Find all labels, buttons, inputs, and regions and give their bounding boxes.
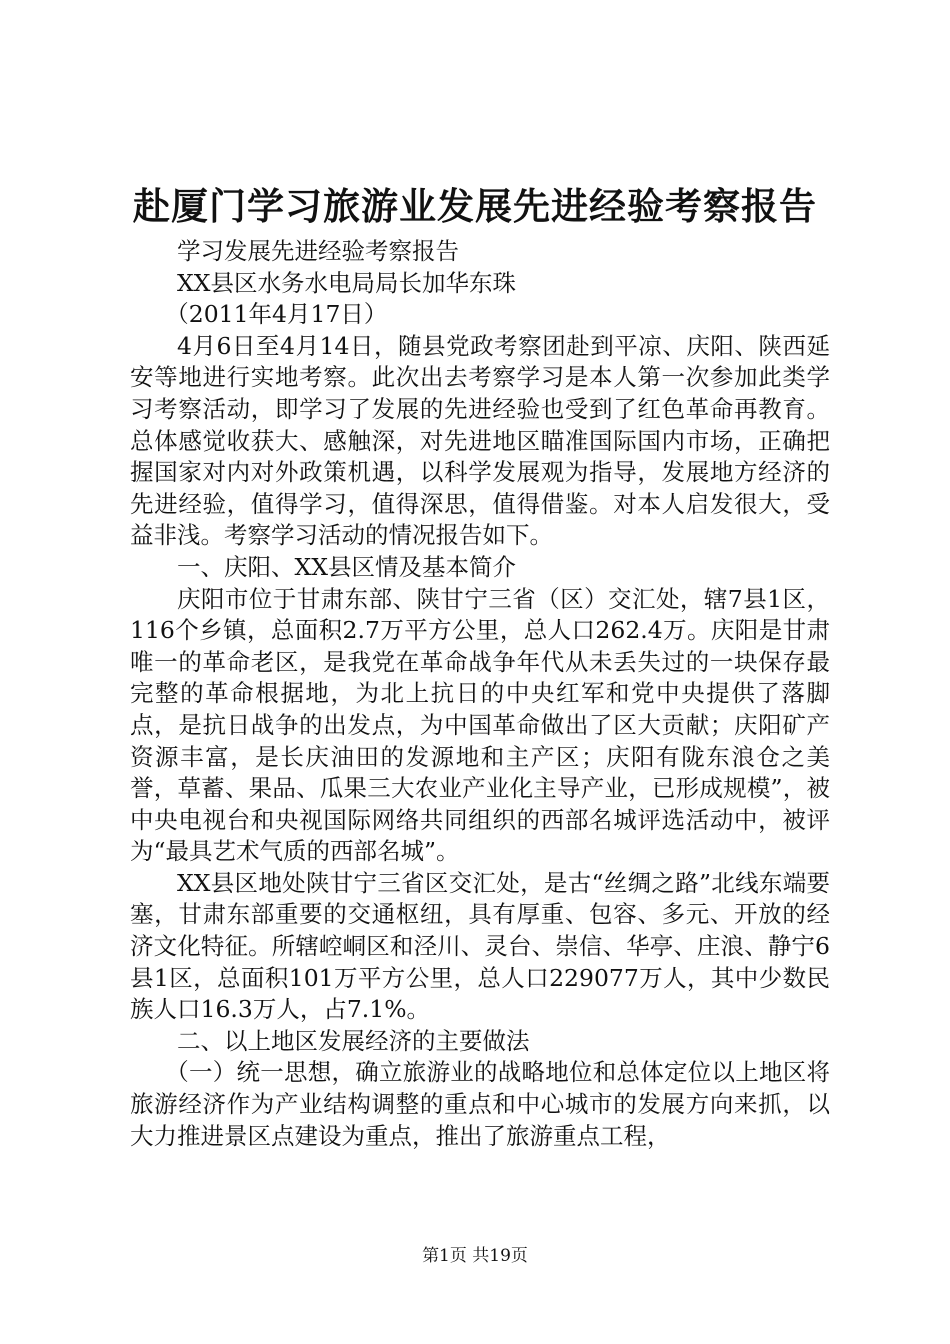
subtitle-line: 学习发展先进经验考察报告: [177, 237, 459, 265]
paragraph-intro: 4月6日至4月14日，随县党政考察团赴到平凉、庆阳、陕西延安等地进行实地考察。此次出去考察学习是本人第一次参加此类学习考察活动，即学习了发展的先进经验也受到了红色革命再教育。总体感觉收获大、感触深，对先进地区瞄准国际国内市场，正确把握国家对内对外政策机遇，以科学发展观为指导，发展地方经济的先进经验，值得学习，值得深思，值得借鉴。对本人启发很大，受益非浅。考察学习活动的情况报告如下。: [130, 331, 830, 550]
paragraph-county: XX县区地处陕甘宁三省区交汇处，是古“丝绸之路”北线东端要塞，甘肃东部重要的交通枢纽，具有厚重、包容、多元、开放的经济文化特征。所辖崆峒区和泾川、灵台、崇信、华亭、庄浪、静宁6县1区，总面积101万平方公里，总人口229077万人，其中少数民族人口16.3万人，占7.1%。: [130, 868, 830, 1024]
date-line: （2011年4月17日）: [165, 300, 388, 329]
page-number: 第1页 共19页: [422, 1246, 528, 1266]
author-line: XX县区水务水电局局长加华东珠: [177, 268, 516, 297]
section-heading-2: 二、以上地区发展经济的主要做法: [177, 1026, 530, 1055]
paragraph-qingyang: 庆阳市位于甘肃东部、陕甘宁三省（区）交汇处，辖7县1区，116个乡镇，总面积2.7万平方公里，总人口262.4万。庆阳是甘肃唯一的革命老区，是我党在革命战争年代从未丢失过的一块保存最完整的革命根据地，为北上抗日的中央红军和党中央提供了落脚点，是抗日战争的出发点，为中国革命做出了区大贡献；庆阳矿产资源丰富，是长庆油田的发源地和主产区；庆阳有陇东浪仓之美誉，草蓄、果品、瓜果三大农业产业化主导产业，已形成规模”，被中央电视台和央视国际网络共同组织的西部名城评选活动中，被评为“最具艺术气质的西部名城”。: [130, 584, 830, 866]
paragraph-subsection-1: （一）统一思想，确立旅游业的战略地位和总体定位以上地区将旅游经济作为产业结构调整的重点和中心城市的发展方向来抓，以大力推进景区点建设为重点，推出了旅游重点工程，: [130, 1058, 830, 1150]
document-body: [130, 236, 830, 1152]
document-title: 赴厦门学习旅游业发展先进经验考察报告: [133, 185, 817, 228]
section-heading-1: 一、庆阳、XX县区情及基本简介: [177, 552, 516, 581]
